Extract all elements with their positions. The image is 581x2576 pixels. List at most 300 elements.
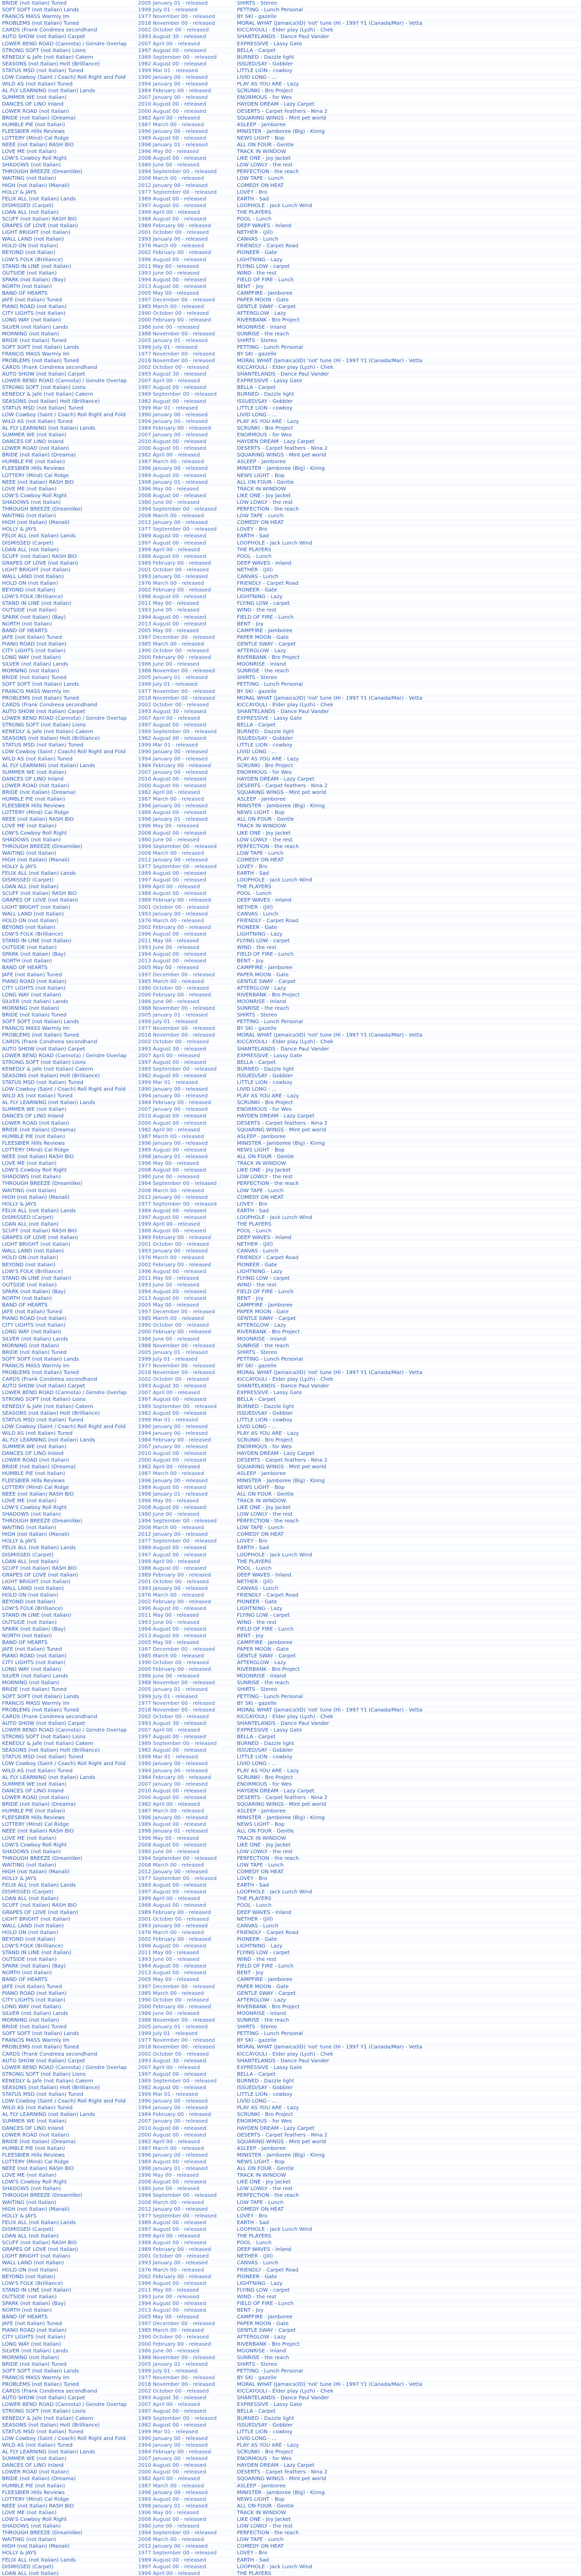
- release-title[interactable]: FLEESBIER Hills Reviews: [2, 1815, 65, 1821]
- release-title[interactable]: LOW'S FOLK (Brilliance): [2, 594, 63, 600]
- release-title[interactable]: STRONG SOFT (not Italian) Lions: [2, 2409, 86, 2415]
- release-title[interactable]: WAITING (not Italian): [2, 513, 56, 519]
- release-title[interactable]: NORTH (not Italian): [2, 283, 52, 290]
- release-title[interactable]: SUMMER WE (not Italian): [2, 2456, 67, 2462]
- list-item[interactable]: [0, 1019, 581, 1025]
- release-title[interactable]: HOLD ON (not Italian): [2, 1592, 58, 1599]
- list-item[interactable]: [0, 789, 581, 796]
- list-item[interactable]: [0, 837, 581, 843]
- list-item[interactable]: [0, 1228, 581, 1234]
- release-title[interactable]: HIGH (not Italian) (Manali): [2, 857, 70, 863]
- list-item[interactable]: [0, 560, 581, 567]
- release-title[interactable]: MORNING (not Italian): [2, 2354, 59, 2361]
- list-item[interactable]: [0, 2300, 581, 2307]
- release-title[interactable]: BRIDE (not Italian) Tuned: [2, 337, 67, 344]
- list-item[interactable]: [0, 47, 581, 54]
- list-item[interactable]: [0, 1943, 581, 1950]
- release-title[interactable]: THROUGH BREEZE (Dreamlike): [2, 2530, 82, 2536]
- list-item[interactable]: [0, 1862, 581, 1869]
- list-item[interactable]: [0, 897, 581, 904]
- release-title[interactable]: STAND IN LINE (not Italian): [2, 601, 72, 607]
- release-title[interactable]: LOVE ME (not Italian): [2, 823, 57, 829]
- release-title[interactable]: HOLLY & JAYS: [2, 1538, 37, 1545]
- list-item[interactable]: [0, 1221, 581, 1228]
- release-title[interactable]: THROUGH BREEZE (Dreamlike): [2, 1518, 82, 1524]
- release-title[interactable]: MORNING (not Italian): [2, 1005, 59, 1011]
- release-title[interactable]: SUMMER WE (not Italian): [2, 432, 67, 438]
- release-title[interactable]: OUTSIDE (not Italian): [2, 945, 57, 951]
- release-title[interactable]: PROBLEMS (not Italian) Tuned: [2, 2044, 79, 2050]
- release-title[interactable]: SEASONS (not Italian) Holt (Brilliance): [2, 2422, 100, 2428]
- list-item[interactable]: [0, 2294, 581, 2300]
- release-title[interactable]: AUTO SHOW (not Italian) Carpet: [2, 371, 86, 378]
- release-title[interactable]: FELIX ALL (not Italian) Lands: [2, 871, 76, 877]
- list-item[interactable]: [0, 1680, 581, 1686]
- release-title[interactable]: LOWER ROAD (not Italian): [2, 446, 70, 452]
- list-item[interactable]: [0, 1289, 581, 1295]
- release-title[interactable]: HOLLY & JAYS: [2, 2550, 37, 2556]
- release-title[interactable]: NORTH (not Italian): [2, 1970, 52, 1976]
- release-title[interactable]: SOFT SOFT (not Italian) Lands: [2, 344, 79, 350]
- release-title[interactable]: CARDS (Frank Condreea secondhand: [2, 702, 97, 708]
- release-title[interactable]: OUTSIDE (not Italian): [2, 2294, 57, 2300]
- release-title[interactable]: WILD AS (not Italian) Tuned: [2, 1768, 73, 1774]
- list-item[interactable]: [0, 2415, 581, 2422]
- list-item[interactable]: [0, 1032, 581, 1039]
- list-item[interactable]: [0, 2395, 581, 2401]
- release-title[interactable]: LOW Cowboy (Saint / Coach) Roll Right and Fold: [2, 1423, 126, 1430]
- list-item[interactable]: [0, 1720, 581, 1727]
- list-item[interactable]: [0, 2179, 581, 2185]
- release-title[interactable]: DISMISSED (Carpet): [2, 1214, 54, 1221]
- list-item[interactable]: [0, 661, 581, 668]
- release-title[interactable]: LOVE ME (not Italian): [2, 1161, 57, 1167]
- list-item[interactable]: [0, 621, 581, 628]
- list-item[interactable]: [0, 547, 581, 553]
- release-title[interactable]: FLEESBIER Hills Reviews: [2, 1140, 65, 1146]
- list-item[interactable]: [0, 756, 581, 762]
- list-item[interactable]: [0, 61, 581, 67]
- list-item[interactable]: [0, 1956, 581, 1963]
- release-title[interactable]: GRAPES OF LOVE (not Italian): [2, 897, 78, 904]
- list-item[interactable]: [0, 438, 581, 445]
- release-title[interactable]: HIGH (not Italian) (Manali): [2, 1194, 70, 1200]
- release-title[interactable]: LOW'S Cowboy Roll Right: [2, 1504, 67, 1511]
- list-item[interactable]: [0, 681, 581, 688]
- release-title[interactable]: AUTO SHOW (not Italian) Carpet: [2, 34, 86, 40]
- list-item[interactable]: [0, 13, 581, 20]
- release-title[interactable]: BRIDE (not Italian) Tuned: [2, 1687, 67, 1693]
- release-title[interactable]: GRAPES OF LOVE (not Italian): [2, 560, 78, 566]
- release-title[interactable]: LOWER ROAD (not Italian): [2, 1458, 70, 1464]
- release-title[interactable]: NEEE (not Italian) RASH BIO: [2, 2503, 74, 2509]
- release-title[interactable]: NEEE (not Italian) RASH BIO: [2, 817, 74, 823]
- release-title[interactable]: BRIDE (not Italian) (Dreama): [2, 2476, 76, 2482]
- list-item[interactable]: [0, 479, 581, 486]
- list-item[interactable]: [0, 1909, 581, 1916]
- release-title[interactable]: HOLD ON (not Italian): [2, 581, 58, 587]
- release-title[interactable]: LOW Cowboy (Saint / Coach) Roll Right and Fold: [2, 2435, 126, 2442]
- release-title[interactable]: LOAN ALL (not Italian): [2, 547, 59, 553]
- list-item[interactable]: [0, 2267, 581, 2274]
- list-item[interactable]: [0, 2429, 581, 2435]
- list-item[interactable]: [0, 648, 581, 654]
- release-title[interactable]: SILVER (not Italian) Lands: [2, 1336, 69, 1342]
- release-title[interactable]: SCUFF (not Italian) RASH BIO: [2, 2240, 77, 2246]
- release-title[interactable]: LOWER ROAD (not Italian): [2, 2132, 70, 2138]
- release-title[interactable]: SEASONS (not Italian) Holt (Brilliance): [2, 1073, 100, 1079]
- release-title[interactable]: AUTO SHOW (not Italian) Carpet: [2, 1720, 86, 1726]
- list-item[interactable]: [0, 567, 581, 573]
- list-item[interactable]: [0, 998, 581, 1005]
- list-item[interactable]: [0, 2368, 581, 2375]
- release-title[interactable]: PIANO ROAD (not Italian): [2, 641, 67, 647]
- release-title[interactable]: JAFE (not Italian) Tuned: [2, 1646, 62, 1652]
- list-item[interactable]: [0, 196, 581, 202]
- release-title[interactable]: AUTO SHOW (not Italian) Carpet: [2, 1383, 86, 1389]
- release-title[interactable]: GRAPES OF LOVE (not Italian): [2, 1572, 78, 1578]
- list-item[interactable]: [0, 135, 581, 142]
- list-item[interactable]: [0, 1855, 581, 1862]
- release-title[interactable]: FRANCIS MASS Warmly Im: [2, 14, 70, 20]
- list-item[interactable]: [0, 290, 581, 297]
- list-item[interactable]: [0, 257, 581, 263]
- release-title[interactable]: CITY LIGHTS (not Italian): [2, 985, 66, 991]
- list-item[interactable]: [0, 526, 581, 533]
- list-item[interactable]: [0, 122, 581, 128]
- release-title[interactable]: LIGHT BRIGHT (not Italian): [2, 230, 71, 236]
- release-title[interactable]: LIGHT BRIGHT (not Italian): [2, 1242, 71, 1248]
- list-item[interactable]: [0, 594, 581, 600]
- release-title[interactable]: HOLD ON (not Italian): [2, 2267, 58, 2273]
- list-item[interactable]: [0, 1410, 581, 1417]
- release-title[interactable]: HUMBLE PIE (not Italian): [2, 2145, 65, 2151]
- list-item[interactable]: [0, 324, 581, 331]
- list-item[interactable]: [0, 1376, 581, 1383]
- list-item[interactable]: [0, 884, 581, 890]
- release-title[interactable]: WALL LAND (not Italian): [2, 2260, 64, 2266]
- list-item[interactable]: [0, 493, 581, 499]
- list-item[interactable]: [0, 1282, 581, 1289]
- release-title[interactable]: DANCES OF LINO Inland: [2, 1788, 64, 1794]
- list-item[interactable]: [0, 863, 581, 870]
- release-title[interactable]: LOWER BEND ROAD (Cannota) / Gendre Overlap: [2, 1053, 127, 1059]
- list-item[interactable]: [0, 2071, 581, 2078]
- release-title[interactable]: NEEE (not Italian) RASH BIO: [2, 479, 74, 485]
- release-title[interactable]: LOVE ME (not Italian): [2, 486, 57, 492]
- list-item[interactable]: [0, 1349, 581, 1356]
- list-item[interactable]: [0, 728, 581, 735]
- list-item[interactable]: [0, 1005, 581, 1012]
- release-title[interactable]: SUMMER WE (not Italian): [2, 1444, 67, 1450]
- release-title[interactable]: FRANCIS MASS Warmly Im: [2, 688, 70, 694]
- release-title[interactable]: BAND OF HEARTS: [2, 1977, 48, 1983]
- list-item[interactable]: [0, 88, 581, 94]
- release-title[interactable]: HUMBLE PIE (not Italian): [2, 1133, 65, 1140]
- release-title[interactable]: BRIDE (not Italian) (Dreama): [2, 1802, 76, 1808]
- release-title[interactable]: LOTTERY (Mind) Cal Ridge: [2, 810, 69, 816]
- list-item[interactable]: [0, 236, 581, 243]
- release-title[interactable]: HOLLY & JAYS: [2, 189, 37, 195]
- release-title[interactable]: LOAN ALL (not Italian): [2, 884, 59, 890]
- list-item[interactable]: [0, 911, 581, 918]
- release-title[interactable]: SILVER (not Italian) Lands: [2, 2348, 69, 2354]
- release-title[interactable]: SHADOWS (not Italian): [2, 499, 61, 505]
- release-title[interactable]: SPARK (not Italian) (Bay): [2, 952, 66, 958]
- list-item[interactable]: [0, 1470, 581, 1477]
- release-title[interactable]: PROBLEMS (not Italian) Tuned: [2, 1032, 79, 1039]
- release-title[interactable]: HUMBLE PIE (not Italian): [2, 1808, 65, 1815]
- list-item[interactable]: [0, 1444, 581, 1450]
- list-item[interactable]: [0, 944, 581, 951]
- release-title[interactable]: SHADOWS (not Italian): [2, 1174, 61, 1180]
- list-item[interactable]: [0, 1585, 581, 1592]
- list-item[interactable]: [0, 749, 581, 755]
- list-item[interactable]: [0, 2051, 581, 2058]
- release-title[interactable]: AL FLY LEARNING (not Italian) Lands: [2, 2449, 95, 2455]
- release-title[interactable]: SHADOWS (not Italian): [2, 1512, 61, 1517]
- release-title[interactable]: LOW'S Cowboy Roll Right: [2, 2179, 67, 2185]
- release-title[interactable]: FELIX ALL (not Italian) Lands: [2, 196, 76, 202]
- release-title[interactable]: LOW'S Cowboy Roll Right: [2, 156, 67, 162]
- list-item[interactable]: [0, 142, 581, 148]
- list-item[interactable]: [0, 41, 581, 47]
- release-title[interactable]: HOLD ON (not Italian): [2, 1929, 58, 1936]
- list-item[interactable]: [0, 162, 581, 168]
- list-item[interactable]: [0, 1639, 581, 1646]
- release-title[interactable]: FRANCIS MASS Warmly Im: [2, 1363, 70, 1369]
- list-item[interactable]: [0, 2388, 581, 2395]
- release-title[interactable]: AL FLY LEARNING (not Italian) Lands: [2, 88, 95, 94]
- release-title[interactable]: LOTTERY (Mind) Cal Ridge: [2, 2159, 69, 2165]
- list-item[interactable]: [0, 2118, 581, 2125]
- list-item[interactable]: [0, 715, 581, 722]
- release-title[interactable]: CARDS (Frank Condreea secondhand: [2, 1377, 97, 1383]
- release-title[interactable]: AUTO SHOW (not Italian) Carpet: [2, 708, 86, 715]
- list-item[interactable]: [0, 2422, 581, 2429]
- list-item[interactable]: [0, 762, 581, 769]
- release-title[interactable]: HOLD ON (not Italian): [2, 1255, 58, 1261]
- list-item[interactable]: [0, 229, 581, 236]
- release-title[interactable]: BRIDE (not Italian) Tuned: [2, 1012, 67, 1019]
- list-item[interactable]: [0, 2510, 581, 2516]
- list-item[interactable]: [0, 796, 581, 803]
- release-title[interactable]: DANCES OF LINO Inland: [2, 2463, 64, 2469]
- release-title[interactable]: BRIDE (not Italian) Tuned: [2, 1349, 67, 1355]
- release-title[interactable]: DISMISSED (Carpet): [2, 2226, 54, 2232]
- release-title[interactable]: HIGH (not Italian) (Manali): [2, 1869, 70, 1875]
- release-title[interactable]: LOWER ROAD (not Italian): [2, 783, 70, 789]
- list-item[interactable]: [0, 2341, 581, 2348]
- list-item[interactable]: [0, 1970, 581, 1976]
- release-title[interactable]: PROBLEMS (not Italian) Tuned: [2, 1370, 79, 1376]
- list-item[interactable]: [0, 358, 581, 364]
- release-title[interactable]: LOAN ALL (not Italian): [2, 1221, 59, 1227]
- release-title[interactable]: BEYOND (not Italian): [2, 1599, 56, 1605]
- release-title[interactable]: DISMISSED (Carpet): [2, 2564, 54, 2570]
- release-title[interactable]: LIGHT BRIGHT (not Italian): [2, 1916, 71, 1922]
- release-title[interactable]: SEASONS (not Italian) Holt (Brilliance): [2, 1410, 100, 1416]
- release-title[interactable]: SCUFF (not Italian) RASH BIO: [2, 1903, 77, 1909]
- list-item[interactable]: [0, 2489, 581, 2496]
- release-title[interactable]: KENEDLY & Jafe (not Italian) Cakem: [2, 392, 93, 398]
- list-item[interactable]: [0, 803, 581, 809]
- release-title[interactable]: STATUS MSD (not Italian) Tuned: [2, 2429, 83, 2435]
- list-item[interactable]: [0, 1073, 581, 1079]
- release-title[interactable]: BEYOND (not Italian): [2, 2274, 56, 2280]
- list-item[interactable]: [0, 1524, 581, 1531]
- release-title[interactable]: HUMBLE PIE (not Italian): [2, 796, 65, 803]
- release-title[interactable]: STATUS MSD (not Italian) Tuned: [2, 1754, 83, 1760]
- list-item[interactable]: [0, 391, 581, 398]
- list-item[interactable]: [0, 115, 581, 122]
- release-title[interactable]: BRIDE (not Italian) (Dreama): [2, 1127, 76, 1133]
- release-title[interactable]: LOWER ROAD (not Italian): [2, 2469, 70, 2476]
- release-title[interactable]: PIANO ROAD (not Italian): [2, 304, 67, 310]
- release-title[interactable]: BEYOND (not Italian): [2, 250, 56, 256]
- list-item[interactable]: [0, 1464, 581, 1470]
- release-title[interactable]: WALL LAND (not Italian): [2, 236, 64, 243]
- release-title[interactable]: SPARK (not Italian) (Bay): [2, 1626, 66, 1632]
- list-item[interactable]: [0, 931, 581, 938]
- release-title[interactable]: CITY LIGHTS (not Italian): [2, 311, 66, 317]
- release-title[interactable]: FRANCIS MASS Warmly Im: [2, 2375, 70, 2381]
- list-item[interactable]: [0, 2287, 581, 2294]
- release-title[interactable]: FRANCIS MASS Warmly Im: [2, 1700, 70, 1706]
- list-item[interactable]: [0, 904, 581, 911]
- list-item[interactable]: [0, 2165, 581, 2172]
- list-item[interactable]: [0, 2125, 581, 2132]
- release-title[interactable]: LOW'S FOLK (Brilliance): [2, 2280, 63, 2286]
- release-title[interactable]: MORNING (not Italian): [2, 668, 59, 674]
- release-title[interactable]: BRIDE (not Italian) Tuned: [2, 1, 67, 6]
- list-item[interactable]: [0, 1423, 581, 1430]
- list-item[interactable]: [0, 1336, 581, 1343]
- release-title[interactable]: NORTH (not Italian): [2, 1633, 52, 1639]
- release-title[interactable]: STRONG SOFT (not Italian) Lions: [2, 1734, 86, 1740]
- release-title[interactable]: BRIDE (not Italian) (Dreama): [2, 115, 76, 121]
- list-item[interactable]: [0, 776, 581, 783]
- list-item[interactable]: [0, 1686, 581, 1693]
- list-item[interactable]: [0, 1976, 581, 1983]
- release-title[interactable]: JAFE (not Italian) Tuned: [2, 972, 62, 978]
- list-item[interactable]: [0, 2320, 581, 2327]
- list-item[interactable]: [0, 1828, 581, 1835]
- release-title[interactable]: LOWER ROAD (not Italian): [2, 108, 70, 114]
- release-title[interactable]: LOW Cowboy (Saint / Coach) Roll Right and Fold: [2, 1761, 126, 1767]
- release-title[interactable]: DANCES OF LINO Inland: [2, 2125, 64, 2131]
- list-item[interactable]: [0, 877, 581, 884]
- list-item[interactable]: [0, 2199, 581, 2206]
- list-item[interactable]: [0, 553, 581, 560]
- release-title[interactable]: BAND OF HEARTS: [2, 1639, 48, 1646]
- release-title[interactable]: CITY LIGHTS (not Italian): [2, 1660, 66, 1666]
- release-title[interactable]: NORTH (not Italian): [2, 958, 52, 964]
- list-item[interactable]: [0, 1781, 581, 1788]
- list-item[interactable]: [0, 2455, 581, 2462]
- release-title[interactable]: HOLLY & JAYS: [2, 527, 37, 533]
- release-title[interactable]: CARDS (Frank Condreea secondhand: [2, 365, 97, 371]
- list-item[interactable]: [0, 1990, 581, 1997]
- release-title[interactable]: HOLLY & JAYS: [2, 1201, 37, 1207]
- list-item[interactable]: [0, 1842, 581, 1849]
- release-title[interactable]: AUTO SHOW (not Italian) Carpet: [2, 2395, 86, 2401]
- list-item[interactable]: [0, 486, 581, 493]
- list-item[interactable]: [0, 769, 581, 776]
- release-title[interactable]: SUMMER WE (not Italian): [2, 769, 67, 775]
- release-title[interactable]: SEASONS (not Italian) Holt (Brilliance): [2, 61, 100, 67]
- list-item[interactable]: [0, 918, 581, 924]
- list-item[interactable]: [0, 674, 581, 681]
- list-item[interactable]: [0, 1430, 581, 1437]
- release-title[interactable]: SOFT SOFT (not Italian) Lands: [2, 682, 79, 688]
- list-item[interactable]: [0, 1801, 581, 1808]
- list-item[interactable]: [0, 573, 581, 580]
- list-item[interactable]: [0, 1984, 581, 1990]
- list-item[interactable]: [0, 1727, 581, 1734]
- list-item[interactable]: [0, 1363, 581, 1369]
- release-title[interactable]: LOWER BEND ROAD (Cannota) / Gendre Overlap: [2, 2064, 127, 2071]
- list-item[interactable]: [0, 2139, 581, 2145]
- release-title[interactable]: SCUFF (not Italian) RASH BIO: [2, 891, 77, 897]
- release-title[interactable]: LOWER BEND ROAD (Cannota) / Gendre Overlap: [2, 715, 127, 721]
- list-item[interactable]: [0, 1592, 581, 1599]
- release-title[interactable]: LOWER BEND ROAD (Cannota) / Gendre Overlap: [2, 378, 127, 384]
- list-item[interactable]: [0, 1734, 581, 1740]
- list-item[interactable]: [0, 2449, 581, 2455]
- list-item[interactable]: [0, 1498, 581, 1504]
- list-item[interactable]: [0, 108, 581, 115]
- list-item[interactable]: [0, 1895, 581, 1902]
- list-item[interactable]: [0, 783, 581, 789]
- list-item[interactable]: [0, 2354, 581, 2361]
- list-item[interactable]: [0, 2375, 581, 2381]
- release-title[interactable]: FLEESBIER Hills Reviews: [2, 803, 65, 809]
- release-title[interactable]: STRONG SOFT (not Italian) Lions: [2, 2071, 86, 2077]
- release-title[interactable]: PROBLEMS (not Italian) Tuned: [2, 1707, 79, 1713]
- list-item[interactable]: [0, 1167, 581, 1174]
- release-title[interactable]: LONG WAY (not Italian): [2, 1667, 61, 1673]
- list-item[interactable]: [0, 2401, 581, 2408]
- release-title[interactable]: BEYOND (not Italian): [2, 1936, 56, 1942]
- list-item[interactable]: [0, 1666, 581, 1673]
- release-title[interactable]: KENEDLY & Jafe (not Italian) Cakem: [2, 729, 93, 735]
- list-item[interactable]: [0, 2307, 581, 2314]
- release-title[interactable]: FELIX ALL (not Italian) Lands: [2, 2219, 76, 2226]
- release-title[interactable]: DISMISSED (Carpet): [2, 1552, 54, 1558]
- release-title[interactable]: WILD AS (not Italian) Tuned: [2, 2442, 73, 2448]
- release-title[interactable]: HIGH (not Italian) (Manali): [2, 182, 70, 189]
- release-title[interactable]: STATUS MSD (not Italian) Tuned: [2, 67, 83, 74]
- release-title[interactable]: BRIDE (not Italian) Tuned: [2, 2024, 67, 2030]
- list-item[interactable]: [0, 1127, 581, 1133]
- release-title[interactable]: LOWER ROAD (not Italian): [2, 1794, 70, 1801]
- list-item[interactable]: [0, 2435, 581, 2442]
- release-title[interactable]: LONG WAY (not Italian): [2, 2004, 61, 2010]
- list-item[interactable]: [0, 2334, 581, 2341]
- list-item[interactable]: [0, 1154, 581, 1160]
- list-item[interactable]: [0, 148, 581, 155]
- list-item[interactable]: [0, 472, 581, 479]
- list-item[interactable]: [0, 2260, 581, 2266]
- list-item[interactable]: [0, 1700, 581, 1707]
- list-item[interactable]: [0, 189, 581, 196]
- release-title[interactable]: BAND OF HEARTS: [2, 1302, 48, 1309]
- list-item[interactable]: [0, 1849, 581, 1855]
- release-title[interactable]: FRANCIS MASS Warmly Im: [2, 2038, 70, 2044]
- list-item[interactable]: [0, 850, 581, 857]
- release-title[interactable]: NEEE (not Italian) RASH BIO: [2, 1828, 74, 1835]
